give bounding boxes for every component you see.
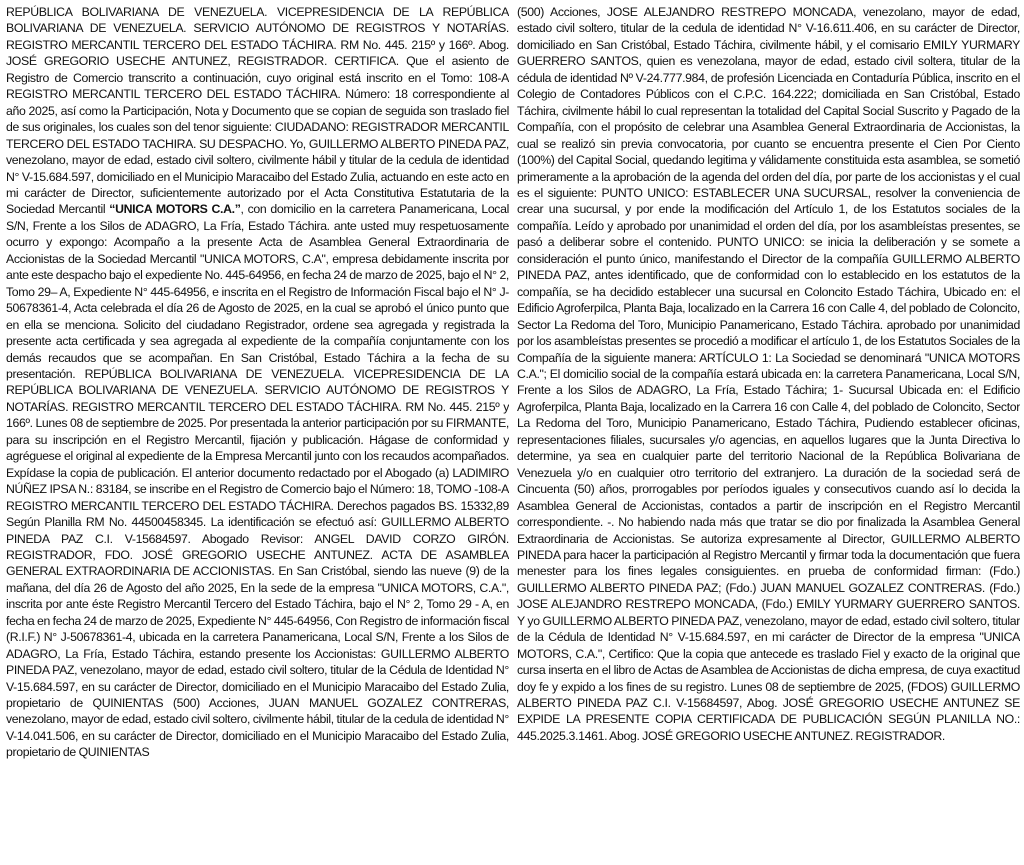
left-column-text-1: REPÚBLICA BOLIVARIANA DE VENEZUELA. VICEPRESIDENCIA DE LA REPÚBLICA BOLIVARIANA DE VENEZUELA. SERVICIO AUTÓNOMO DE REGISTROS Y NOTARÍAS. REGISTRO MERCANTIL TERCERO DEL ESTADO TÁCHIRA. RM No. 445. 215º y 166º. Abog. JOSÉ GREGORIO USECHE ANTUNEZ, REGISTRADOR. CERTIFICA. Que el asiento de Registro de Comercio transcrito a continuación, cuyo original está inscrito en el Tomo: 108-A REGISTRO MERCANTIL TERCERO DEL ESTADO TÁCHIRA. Número: 18 correspondiente al año 2025, así como la Participación, Nota y Documento que se copian de seguida son traslado fiel de sus originales, los cuales son del tenor siguiente: CIUDADANO: REGISTRADOR MERCANTIL TERCERO DEL ESTADO TACHIRA. SU DESPACHO. Yo, GUILLERMO ALBERTO PINEDA PAZ, venezolano, mayor de edad, estado civil soltero, civilmente hábil y titular de la cedula de identidad N° V-15.684.597, domiciliado en el Municipio Maracaibo del Estado Zulia, actuando en este acto en mi carácter de Director, suficientemente autorizado por el Acta Constitutiva Estatutaria de la Sociedad Mercantil [6, 5, 509, 217]
left-column-text-2: , con domicilio en la carretera Panamericana, Local S/N, Frente a los Silos de ADAGRO, La Fría, Estado Táchira. ante usted muy respetuosamente ocurro y expongo: Acompaño a la presente Acta de Asamblea General Extraordinaria de Accionistas de la Sociedad Mercantil "UNICA MOTORS, C.A", empresa debidamente inscrita por ante este despacho bajo el expediente No. 445-64956, en fecha 24 de marzo de 2025, bajo el N° 2, Tomo 29– A, Expediente N° 445-64956, e inscrita en el Registro de Información Fiscal bajo el N° J-50678361-4, Acta celebrada el día 26 de Agosto de 2025, en la cual se aprobó el único punto que en ella se menciona. Solicito del ciudadano Registrador, ordene sea agregada y registrada la presente acta certificada y sea agregada al expediente de la compañía conjuntamente con los demás recaudos que se acompañan. En San Cristóbal, Estado Táchira a la fecha de su presentación. REPÚBLICA BOLIVARIANA DE VENEZUELA. VICEPRESIDENCIA DE LA REPÚBLICA BOLIVARIANA DE VENEZUELA. SERVICIO AUTÓNOMO DE REGISTROS Y NOTARÍAS. REGISTRO MERCANTIL TERCERO DEL ESTADO TÁCHIRA. RM No. 445. 215º y 166º. Lunes 08 de septiembre de 2025. Por presentada la anterior participación por su FIRMANTE, para su inscripción en el Registro Mercantil, fijación y publicación. Hágase de conformidad y agréguese el original al expediente de la Empresa Mercantil junto con los recaudos acompañados. Expídase la copia de publicación. El anterior documento redactado por el Abogado (a) LADIMIRO NÚÑEZ IPSA N.: 83184, se inscribe en el Registro de Comercio bajo el Número: 18, TOMO -108-A REGISTRO MERCANTIL TERCERO DEL ESTADO TÁCHIRA. Derechos pagados BS. 15332,89 Según Planilla RM No. 44500458345. La identificación se efectuó así: GUILLERMO ALBERTO PINEDA PAZ C.I. V-15684597. Abogado Revisor: ANGEL DAVID CORZO GIRÓN. REGISTRADOR, FDO. JOSÉ GREGORIO USECHE ANTUNEZ. ACTA DE ASAMBLEA GENERAL EXTRAORDINARIA DE ACCIONISTAS. En San Cristóbal, siendo las nueve (9) de la mañana, del día 26 de Agosto del año 2025, En la sede de la empresa "UNICA MOTORS, C.A.", inscrita por ante éste Registro Mercantil Tercero del Estado Táchira, bajo el N° 2, Tomo 29 - A, en fecha en fecha 24 de marzo de 2025, Expediente N° 445-64956, Con Registro de información fiscal (R.I.F.) N° J-50678361-4, ubicada en la carretera Panamericana, Local S/N, Frente a los Silos de ADAGRO, La Fría, Estado Táchira, estando presente los Accionistas: GUILLERMO ALBERTO PINEDA PAZ, venezolano, mayor de edad, estado civil soltero, titular de la Cédula de Identidad N° V-15.684.597, en su carácter de Director, domiciliado en el Municipio Maracaibo del Estado Zulia, propietario de QUINIENTAS (500) Acciones, JUAN MANUEL GOZALEZ CONTRERAS, venezolano, mayor de edad, estado civil soltero, civilmente hábil, titular de la cedula de identidad N° V-14.041.506, en su carácter de Director, domiciliado en el Municipio Maracaibo del Estado Zulia, propietario de QUINIENTAS [6, 202, 509, 760]
company-name-bold: “UNICA MOTORS C.A.” [109, 202, 241, 217]
left-column [6, 4, 509, 865]
column-divider [511, 4, 512, 865]
right-column [517, 4, 1020, 865]
right-column-text: (500) Acciones, JOSE ALEJANDRO RESTREPO MONCADA, venezolano, mayor de edad, estado civil soltero, titular de la cedula de identidad N° V-16.611.406, en su carácter de Director, domiciliado en San Cristóbal, Estado Táchira, civilmente hábil, y el comisario EMILY YURMARY GUERRERO SANTOS, quien es venezolana, mayor de edad, estado civil soltera, titular de la cédula de identidad Nº V-24.777.984, de profesión Licenciada en Contaduría Pública, inscrito en el Colegio de Contadores Públicos con el C.P.C. 164.222; domiciliada en San Cristóbal, Estado Táchira, civilmente hábil lo cual representan la totalidad del Capital Social Suscrito y Pagado de la Compañía, con el propósito de celebrar una Asamblea General Extraordinaria de Accionistas, la cual se realizó sin previa convocatoria, por cuanto se encuentra presente el Cien Por Ciento (100%) del Capital Social, quedando legitima y válidamente constituida esta asamblea, se sometió primeramente a la aprobación de la agenda del orden del día, por parte de los accionistas y el cual es el siguiente: PUNTO UNICO: ESTABLECER UNA SUCURSAL, resolver la conveniencia de crear una sucursal, y por ende la modificación del Artículo 1, de los Estatutos sociales de la compañía. Leído y aprobado por unanimidad el orden del día, por los asambleístas presentes, se pasó a deliberar sobre el contenido. PUNTO UNICO: se inicia la deliberación y se somete a consideración el punto único, manifestando el Director de la compañía GUILLERMO ALBERTO PINEDA PAZ, antes identificado, que de conformidad con lo establecido en los estatutos de la compañía, se ha decidido establecer una sucursal en Coloncito Estado Táchira, Ubicado en: el Edificio Agroferpilca, Planta Baja, localizado en la Carrera 16 con Calle 4, del poblado de Coloncito, Sector La Redoma del Toro, Municipio Panamericano, Estado Táchira. aprobado por unanimidad por los asambleístas presentes se procedió a modificar el artículo 1, de los Estatutos Sociales de la Compañía de la siguiente manera: ARTÍCULO 1: La Sociedad se denominará "UNICA MOTORS C.A."; El domicilio social de la compañía estará ubicada en: la carretera Panamericana, Local S/N, Frente a los Silos de ADAGRO, La Fría, Estado Táchira; 1- Sucursal Ubicada en: el Edificio Agroferpilca, Planta Baja, localizado en la Carrera 16 con Calle 4, del poblado de Coloncito, Sector La Redoma del Toro, Municipio Panamericano, Estado Táchira, Pudiendo establecer oficinas, representaciones filiales, sucursales y/o agencias, en aquellos lugares que la Junta Directiva lo determine, ya sea en cualquier parte del territorio Nacional de la República Bolivariana de Venezuela y/o en cualquier otro territorio del extranjero. La duración de la sociedad será de Cincuenta (50) años, prorrogables por períodos iguales y consecutivos cuando así lo decida la Asamblea General de Accionistas, contados a partir de inscripción en el Registro Mercantil correspondiente. -. No habiendo nada más que tratar se dio por finalizada la Asamblea General Extraordinaria de Accionistas. Se autoriza expresamente al Director, GUILLERMO ALBERTO PINEDA para hacer la participación al Registro Mercantil y firmar toda la documentación que fuera menester para los fines legales consiguientes. en prueba de conformidad firman: (Fdo.) GUILLERMO ALBERTO PINEDA PAZ; (Fdo.) JUAN MANUEL GOZALEZ CONTRERAS. (Fdo.) JOSE ALEJANDRO RESTREPO MONCADA, (Fdo.) EMILY YURMARY GUERRERO SANTOS. Y yo GUILLERMO ALBERTO PINEDA PAZ, venezolano, mayor de edad, estado civil soltero, titular de la Cédula de Identidad N° V-15.684.597, en mi carácter de Director de la empresa "UNICA MOTORS, C.A.", Certifico: Que la copia que antecede es traslado Fiel y exacto de la original que cursa inserta en el libro de Actas de Asamblea de Accionistas de dicha empresa, de cuya exactitud doy fe y expido a los fines de su registro. Lunes 08 de septiembre de 2025, (FDOS) GUILLERMO ALBERTO PINEDA PAZ C.I. V-15684597, Abog. JOSÉ GREGORIO USECHE ANTUNEZ SE EXPIDE LA PRESENTE COPIA CERTIFICADA DE PUBLICACIÓN SEGÚN PLANILLA NO.: 445.2025.3.1461. Abog. JOSÉ GREGORIO USECHE ANTUNEZ. REGISTRADOR. [517, 5, 1020, 743]
